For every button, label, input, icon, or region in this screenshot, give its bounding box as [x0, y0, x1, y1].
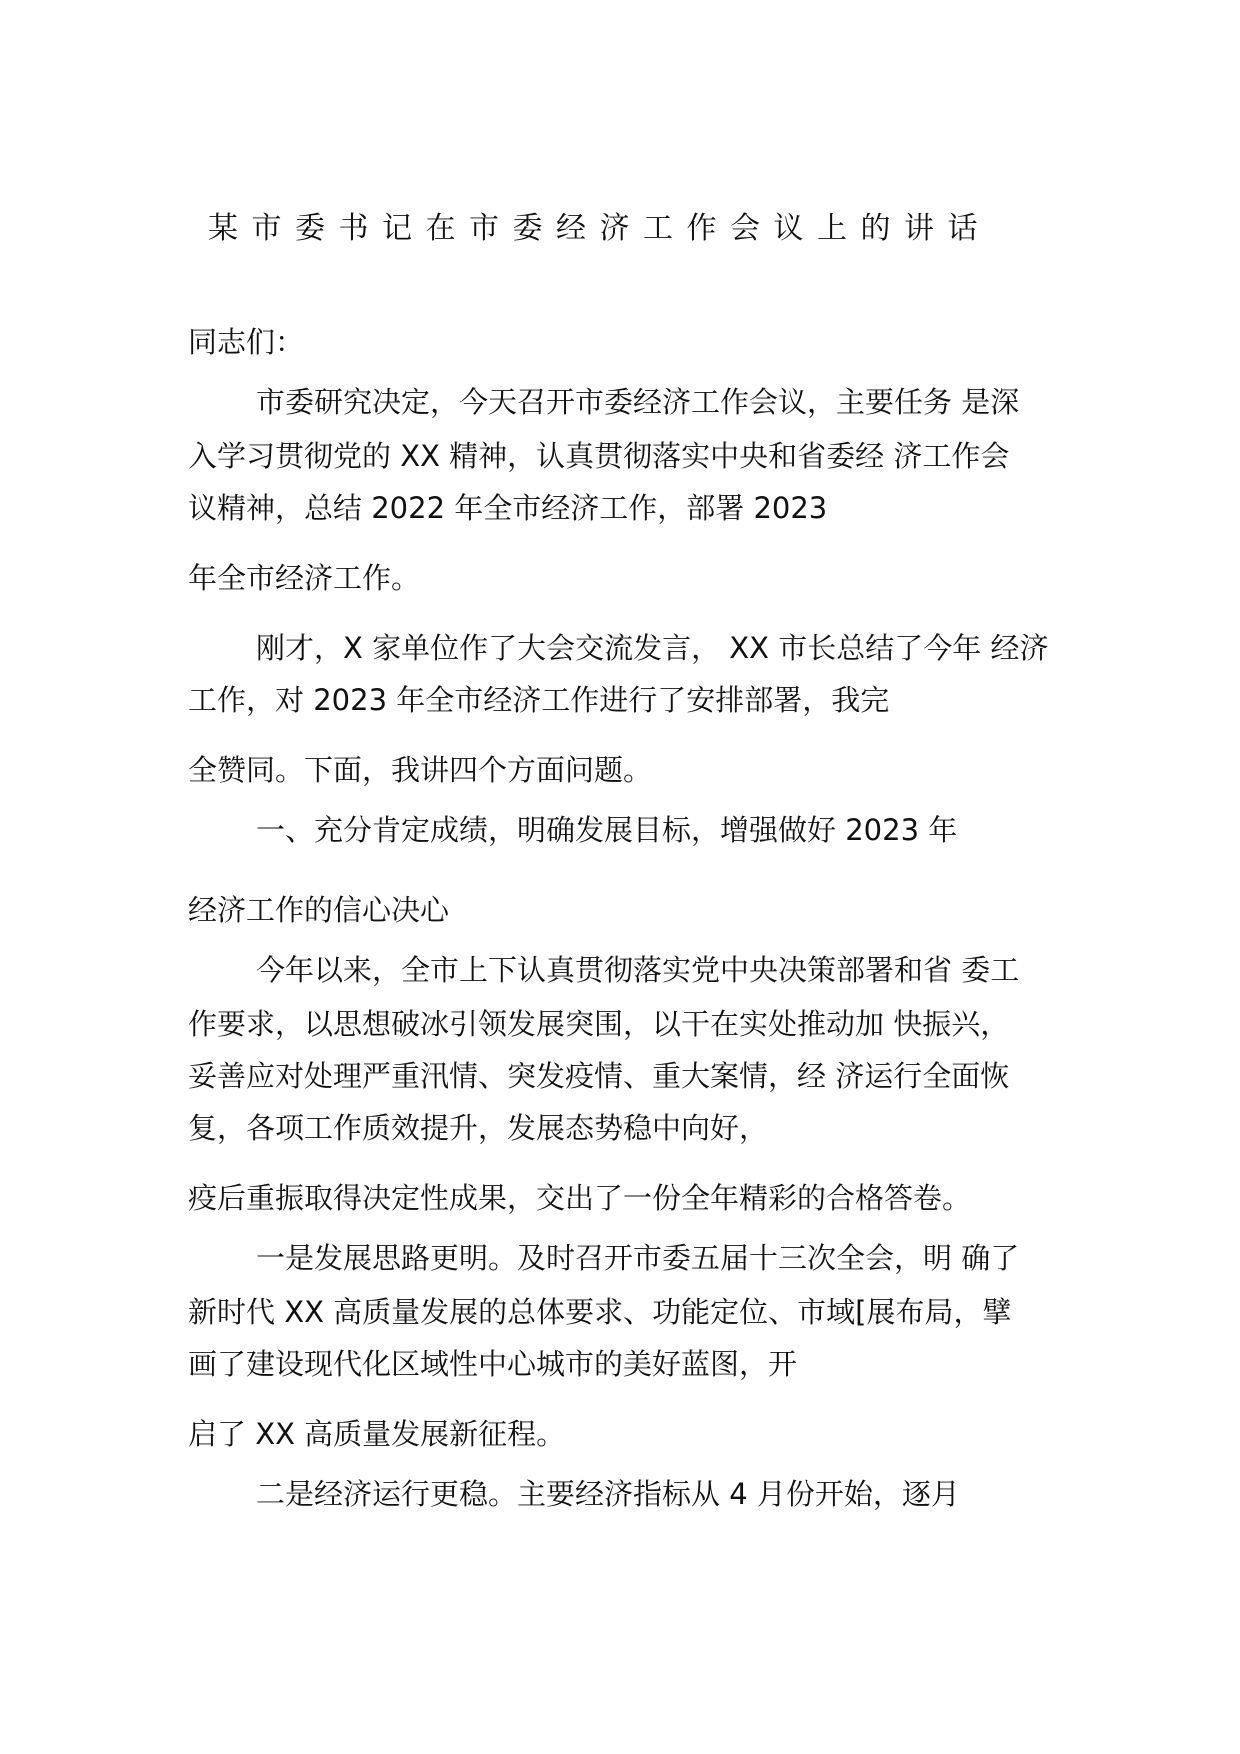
- paragraph-line: 画了建设现代化区域性中心城市的美好蓝图，开: [188, 1347, 798, 1381]
- paragraph-line: 刚才，X 家单位作了大会交流发言， XX 市长总结了今年 经济: [256, 631, 1049, 665]
- section-heading-line: 经济工作的信心决心: [188, 893, 450, 927]
- salutation: 同志们：: [188, 325, 305, 359]
- paragraph-line: 启了 XX 高质量发展新征程。: [188, 1417, 566, 1451]
- paragraph-line: 复，各项工作质效提升，发展态势稳中向好，: [188, 1111, 769, 1145]
- paragraph-line: 入学习贯彻党的 XX 精神，认真贯彻落实中央和省委经 济工作会: [188, 439, 1010, 473]
- section-heading-line: 一、充分肯定成绩，明确发展目标，增强做好 2023 年: [256, 813, 958, 847]
- paragraph-line: 议精神，总结 2022 年全市经济工作，部署 2023: [188, 491, 828, 525]
- paragraph-line: 疫后重振取得决定性成果，交出了一份全年精彩的合格答卷。: [188, 1181, 972, 1215]
- paragraph-line: 二是经济运行更稳。主要经济指标从 4 月份开始，逐月: [256, 1477, 960, 1511]
- paragraph-line: 年全市经济工作。: [188, 561, 421, 595]
- paragraph-line: 妥善应对处理严重汛情、突发疫情、重大案情，经 济运行全面恢: [188, 1059, 1010, 1093]
- document-title: 某市委书记在市委经济工作会议上的讲话: [208, 211, 991, 246]
- paragraph-line: 作要求，以思想破冰引领发展突围，以干在实处推动加 快振兴，: [188, 1007, 1010, 1041]
- paragraph-line: 新时代 XX 高质量发展的总体要求、功能定位、市域[展布局，擘: [188, 1295, 1012, 1329]
- paragraph-line: 全赞同。下面，我讲四个方面问题。: [188, 753, 653, 787]
- paragraph-line: 今年以来，全市上下认真贯彻落实党中央决策部署和省 委工: [256, 953, 1020, 987]
- paragraph-line: 市委研究决定，今天召开市委经济工作会议，主要任务 是深: [256, 385, 1020, 419]
- paragraph-line: 一是发展思路更明。及时召开市委五届十三次全会，明 确了: [256, 1241, 1020, 1275]
- paragraph-line: 工作，对 2023 年全市经济工作进行了安排部署，我完: [188, 683, 890, 717]
